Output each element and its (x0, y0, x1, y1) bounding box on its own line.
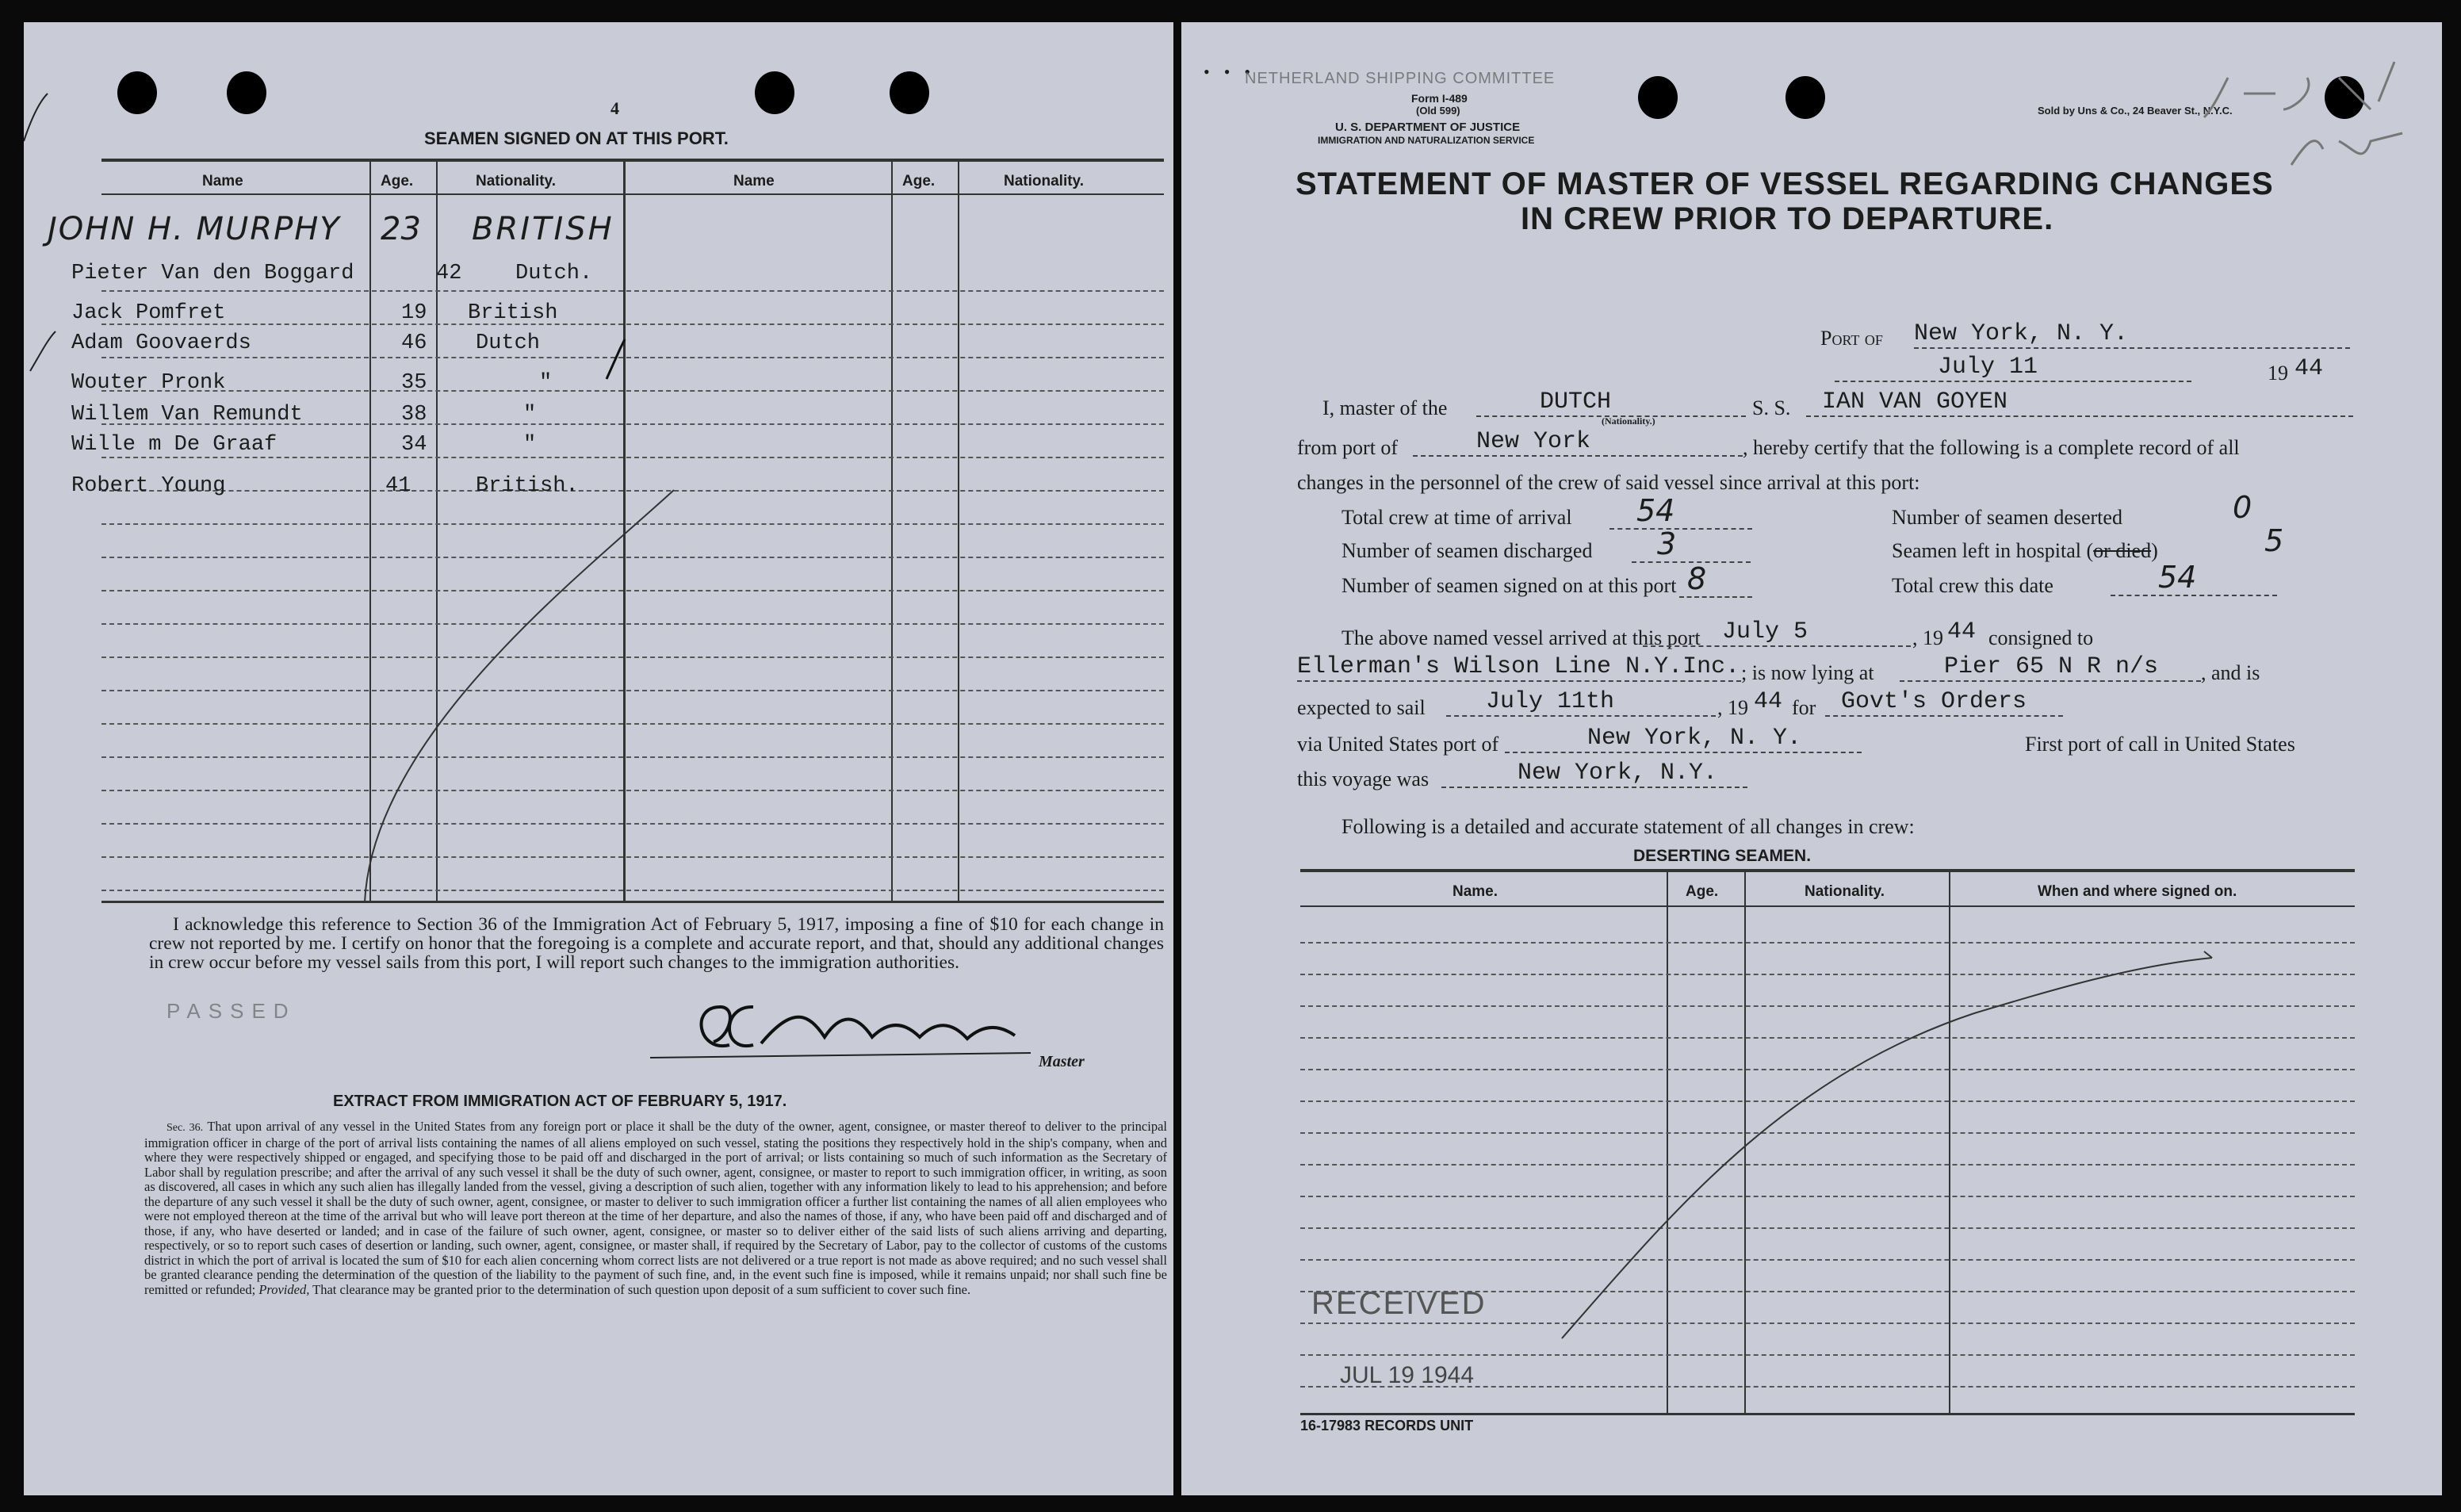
crew-nationality: BRITISH (472, 211, 614, 247)
col-header-name: Name (202, 173, 243, 189)
and-is-label: , and is (2201, 661, 2260, 684)
deserted-value: 0 (2233, 490, 2252, 525)
discharged-value: 3 (1632, 526, 1751, 563)
col-header-age-2: Age. (902, 173, 936, 189)
via-label: via United States port of (1297, 733, 1499, 756)
form-number: Form I-489 (1411, 92, 1468, 105)
vessel-name: IAN VAN GOYEN (1806, 389, 2353, 417)
proviso-text: That clearance may be granted prior to the determination of such question upon deposit of a sum sufficient to cover such fine. (312, 1281, 971, 1297)
form-old-number: (Old 599) (1416, 105, 1460, 117)
hospital-value: 5 (2264, 523, 2284, 558)
certify-text: , hereby certify that the following is a complete record of all (1743, 436, 2240, 459)
service: IMMIGRATION AND NATURALIZATION SERVICE (1318, 135, 1535, 146)
lying-label: ; is now lying at (1741, 661, 1874, 684)
total-crew-value: 54 (2111, 560, 2277, 596)
port-value: New York, N. Y. (1914, 320, 2350, 349)
signed-on-label: Number of seamen signed on at this port (1341, 574, 1677, 597)
via-port: New York, N. Y. (1505, 725, 1862, 753)
voyage-port: New York, N.Y. (1441, 760, 1747, 788)
printer-note: Sold by Uns & Co., 24 Beaver St., N.Y.C. (2038, 105, 2233, 117)
from-port-value: New York (1413, 428, 1743, 457)
nationality-value: DUTCH (1476, 389, 1746, 417)
port-label: Port of (1820, 327, 1883, 350)
consignee: Ellerman's Wilson Line N.Y.Inc. (1297, 653, 1740, 680)
sail-year: 44 (1754, 688, 1783, 715)
total-crew-arrival-value: 54 (1609, 493, 1752, 530)
consigned-label: consigned to (1988, 626, 2094, 649)
hospital-label: Seamen left in hospital (or died) (1892, 539, 2158, 562)
crew-nationality: Dutch. (515, 262, 593, 285)
form-title-line2: IN CREW PRIOR TO DEPARTURE. (1521, 201, 2054, 236)
form-title-line1: STATEMENT OF MASTER OF VESSEL REGARDING CHANGES (1296, 167, 2274, 201)
desert-col-when-where: When and where signed on. (2038, 883, 2237, 900)
left-page (24, 22, 1173, 1495)
total-crew-arrival-label: Total crew at time of arrival (1341, 506, 1572, 529)
nationality-hint: (Nationality.) (1602, 415, 1655, 427)
arrived-label: The above named vessel arrived at this port (1341, 626, 1701, 649)
right-page (1181, 22, 2442, 1495)
crew-name: JOHN H. MURPHY (48, 211, 341, 247)
crew-name: Pieter Van den Boggard (71, 262, 354, 285)
year-value: 44 (2295, 355, 2324, 382)
ss-label: S. S. (1752, 396, 1791, 419)
crew-age: 42 (436, 262, 462, 285)
from-port-label: from port of (1297, 436, 1399, 459)
received-stamp: RECEIVED (1311, 1286, 1487, 1321)
for-label: for (1792, 696, 1816, 719)
date-value: July 11 (1835, 354, 2191, 382)
extract-title: EXTRACT FROM IMMIGRATION ACT OF FEBRUARY 5, 1917. (333, 1093, 787, 1110)
master-label: I, master of the (1322, 396, 1448, 419)
col-header-nationality: Nationality. (476, 173, 556, 189)
master-label: Master (1039, 1053, 1085, 1070)
dots: ••• (1204, 62, 1265, 82)
crew-age: 23 (381, 211, 421, 247)
section-body: That upon arrival of any vessel in the United States from any foreign port or place it shall be the duty of the owner, agent, consignee, or master thereof to deliver to the principal immigration officer in charge of the port of arrival lists containing the names of all aliens employed on such vessel, stating the positions they respectively hold in the ship's company, when and where they were respectively shipped or engaged, and specifying those to be paid off and discharged in the port of arrival; or lists containing so much of such information as the Secretary of Labor shall by regulation prescribe; and after the arrival of any such vessel it shall be the duty of such owner, agent, consignee, or master to report to such immigration officer, in writing, as soon as discovered, all cases in which any such alien has illegally landed from the vessel, giving a description of such alien, together with any information likely to lead to his apprehension; and before the departure of any such vessel it shall be the duty of such owner, agent, consignee, or master to deliver to such immigration officer a further list containing the names of all alien employees who were not employed thereon at the time of the arrival but who will leave port thereon at the time of her departure, and also the names of those, if any, who have been paid off and discharged and of those, if any, who have deserted or landed; and in case of the failure of such owner, agent, consignee, or master so to deliver either of the said lists of such aliens arriving and departing, respectively, or so to report such cases of desertion or landing, such owner, agent, consignee, or master shall, if required by the Secretary of Labor, pay to the collector of customs of the customs district in which the port of arrival is located the sum of $10 for each alien concerning whom correct lists are not delivered or a true report is not made as above required; and no such vessel shall be granted clearance pending the determination of the question of the liability to the payment of such fine, and, in the event such fine is imposed, while it remains unpaid; nor shall such fine be remitted or refunded; (144, 1119, 1168, 1297)
received-date: JUL 19 1944 (1340, 1362, 1475, 1388)
crew-age: 19 (401, 301, 427, 325)
col-header-nationality-2: Nationality. (1004, 173, 1084, 189)
desert-col-age: Age. (1686, 883, 1719, 900)
crew-age: 38 (401, 403, 427, 427)
section-36-text (144, 1120, 1167, 1297)
crew-name: Robert Young (71, 474, 226, 498)
section-label: Sec. 36. (166, 1122, 204, 1134)
crew-name: Willem Van Remundt (71, 403, 303, 427)
deserted-label: Number of seamen deserted (1892, 506, 2122, 529)
total-crew-label: Total crew this date (1892, 574, 2053, 597)
pier-value: Pier 65 N R n/s (1900, 653, 2201, 682)
crew-nationality: Dutch (476, 331, 541, 355)
hospital-struck: or died (2093, 539, 2152, 562)
passed-stamp: PASSED (166, 999, 297, 1023)
col-header-age: Age. (381, 173, 414, 189)
col-header-name-2: Name (733, 173, 775, 189)
records-unit-footer: 16-17983 RECORDS UNIT (1300, 1418, 1474, 1434)
sail-date: July 11th (1446, 688, 1716, 717)
sail-year-prefix: , 19 (1717, 696, 1748, 719)
page-number: 4 (610, 98, 619, 118)
first-port-label: First port of call in United States (2025, 733, 2295, 756)
desert-col-nationality: Nationality. (1805, 883, 1885, 900)
orders-value: Govt's Orders (1825, 688, 2063, 717)
crew-age: 34 (401, 433, 427, 457)
voyage-label: this voyage was (1297, 767, 1430, 790)
crew-nationality: " (523, 403, 537, 427)
master-signature (634, 989, 1047, 1077)
crew-age: 46 (401, 331, 427, 355)
pencil-line (1181, 22, 2442, 1418)
pencil-marks (24, 22, 1173, 926)
shipping-committee-stamp: NETHERLAND SHIPPING COMMITTEE (1245, 70, 1556, 87)
acknowledgement-text: I acknowledge this reference to Section 36 of the Immigration Act of February 5, 1917, imposing a fine of $10 for each change in crew not reported by me. I certify on honor that the foregoing is a complete and accurate report, and that, should any additional changes in crew occur before my vessel sails from this port, I will report such changes to the immigration authorities. (149, 914, 1164, 973)
signed-on-value: 8 (1679, 561, 1752, 598)
arrived-year-prefix: , 19 (1912, 626, 1943, 649)
crew-nationality: British (468, 301, 558, 325)
arrived-year: 44 (1947, 618, 1977, 645)
arrived-date: July 5 (1643, 618, 1911, 647)
crew-nationality: " (539, 371, 553, 395)
crew-name: Wouter Pronk (71, 371, 226, 395)
crew-name: Adam Goovaerds (71, 331, 251, 355)
deserting-heading: DESERTING SEAMEN. (1633, 847, 1812, 865)
crew-nationality: British. (476, 474, 579, 498)
crew-name: Wille m De Graaf (71, 433, 277, 457)
discharged-label: Number of seamen discharged (1341, 539, 1593, 562)
desert-col-name: Name. (1452, 883, 1498, 900)
proviso-label: Provided, (258, 1281, 310, 1297)
signed-on-heading: SEAMEN SIGNED ON AT THIS PORT. (424, 128, 729, 148)
following-text: Following is a detailed and accurate statement of all changes in crew: (1341, 815, 1915, 838)
crew-age: 35 (401, 371, 427, 395)
expected-label: expected to sail (1297, 696, 1426, 719)
crew-nationality: " (523, 433, 537, 457)
certify-text-2: changes in the personnel of the crew of said vessel since arrival at this port: (1297, 471, 1920, 494)
crew-name: Jack Pomfret (71, 301, 226, 325)
year-prefix: 19 (2268, 362, 2288, 385)
crew-age: 41 (385, 474, 411, 498)
department: U. S. DEPARTMENT OF JUSTICE (1335, 121, 1521, 134)
